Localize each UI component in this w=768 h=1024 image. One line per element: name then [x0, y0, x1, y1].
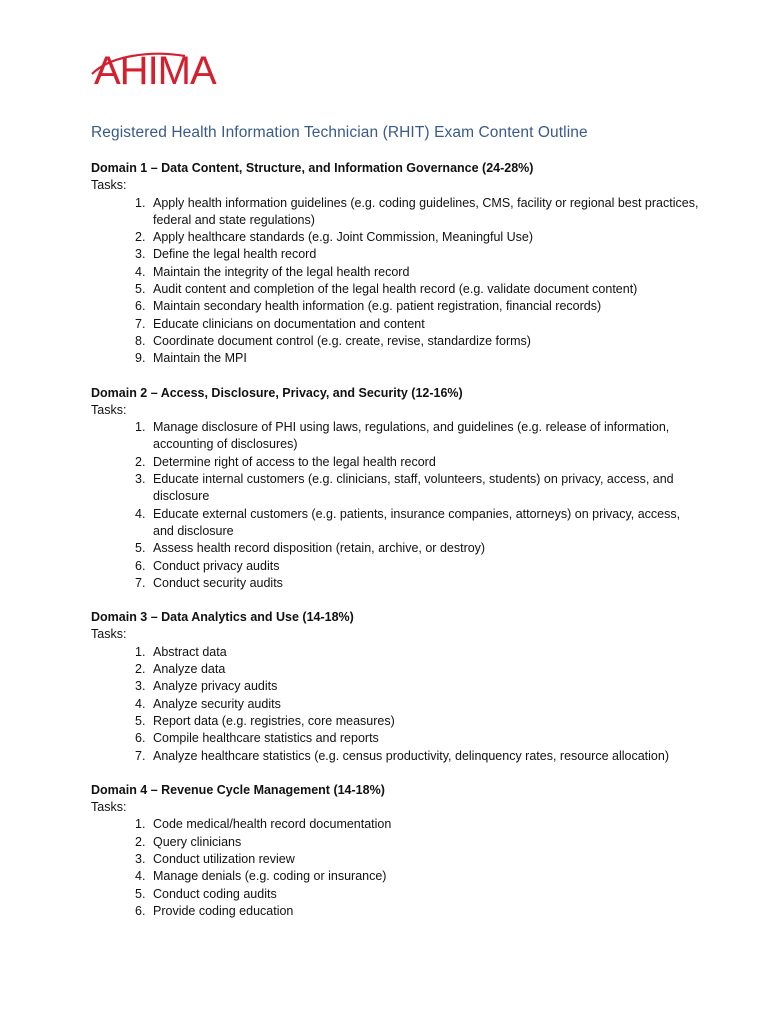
task-item	[91, 454, 711, 471]
tasks-label: Tasks:	[91, 402, 127, 417]
task-number: 1.	[135, 817, 146, 832]
task-number: 2.	[135, 230, 146, 245]
task-text: Maintain secondary health information (e.g. patient registration, financial records)	[153, 299, 602, 314]
domain-heading: Domain 1 – Data Content, Structure, and Information Governance (24-28%)	[91, 161, 534, 175]
task-text: Conduct security audits	[153, 575, 283, 590]
task-number: 8.	[135, 333, 146, 348]
task-number: 6.	[135, 731, 146, 746]
task-number: 5.	[135, 541, 146, 556]
task-item	[91, 713, 711, 730]
task-text: Conduct utilization review	[153, 851, 295, 866]
task-item	[91, 558, 711, 575]
domain-section-3	[91, 609, 711, 765]
task-text: Query clinicians	[153, 834, 242, 849]
task-item	[91, 264, 711, 281]
task-text: Assess health record disposition (retain, archive, or destroy)	[153, 541, 486, 556]
task-text: Conduct coding audits	[153, 886, 277, 901]
task-number: 3.	[135, 679, 146, 694]
task-item	[91, 661, 711, 678]
task-text: Abstract data	[153, 644, 227, 659]
ahima-logo	[90, 44, 260, 94]
task-text: Code medical/health record documentation	[153, 817, 392, 832]
task-item	[91, 281, 711, 298]
task-text: Compile healthcare statistics and reports	[153, 731, 379, 746]
task-number: 1.	[135, 195, 146, 210]
page-title: Registered Health Information Technician (RHIT) Exam Content Outline	[91, 124, 588, 141]
task-text: Analyze security audits	[153, 696, 281, 711]
task-item	[91, 471, 711, 506]
task-number: 1.	[135, 644, 146, 659]
logo-wordmark: AHIMA	[94, 49, 216, 93]
task-number: 4.	[135, 696, 146, 711]
task-item	[91, 506, 711, 541]
task-list	[91, 419, 711, 592]
domain-heading: Domain 4 – Revenue Cycle Management (14-18%)	[91, 782, 385, 797]
task-item	[91, 816, 711, 833]
task-text: Determine right of access to the legal health record	[153, 454, 436, 469]
task-number: 5.	[135, 886, 146, 901]
tasks-label: Tasks:	[91, 800, 127, 815]
tasks-label: Tasks:	[91, 627, 127, 642]
task-list	[91, 195, 711, 368]
task-list	[91, 644, 711, 765]
task-number: 2.	[135, 662, 146, 677]
task-text: Manage denials (e.g. coding or insurance)	[153, 869, 387, 884]
task-text: Manage disclosure of PHI using laws, regulations, and guidelines (e.g. release of information, accounting of disclosures)	[153, 420, 670, 452]
task-item	[91, 229, 711, 246]
task-item	[91, 298, 711, 315]
task-text: Conduct privacy audits	[153, 558, 280, 573]
task-item	[91, 851, 711, 868]
task-text: Educate external customers (e.g. patients, insurance companies, attorneys) on privacy, access, and disclosure	[153, 506, 681, 538]
task-text: Apply health information guidelines (e.g. coding guidelines, CMS, facility or regional best practices, federal and state regulations)	[153, 195, 699, 227]
task-text: Define the legal health record	[153, 247, 317, 262]
task-item	[91, 644, 711, 661]
task-item	[91, 540, 711, 557]
tasks-label: Tasks:	[91, 178, 127, 193]
domain-heading: Domain 3 – Data Analytics and Use (14-18%)	[91, 610, 354, 625]
task-item	[91, 730, 711, 747]
task-number: 6.	[135, 558, 146, 573]
task-text: Provide coding education	[153, 903, 294, 918]
task-number: 4.	[135, 869, 146, 884]
task-text: Coordinate document control (e.g. create, revise, standardize forms)	[153, 333, 531, 348]
task-item	[91, 419, 711, 454]
task-text: Analyze privacy audits	[153, 679, 278, 694]
task-item	[91, 575, 711, 592]
task-item	[91, 868, 711, 885]
task-text: Educate internal customers (e.g. clinicians, staff, volunteers, students) on privacy, access, and disclosure	[153, 472, 674, 504]
task-number: 3.	[135, 247, 146, 262]
task-number: 7.	[135, 316, 146, 331]
task-number: 7.	[135, 575, 146, 590]
task-item	[91, 748, 711, 765]
task-number: 2.	[135, 834, 146, 849]
task-item	[91, 246, 711, 263]
task-text: Maintain the MPI	[153, 351, 247, 366]
task-text: Apply healthcare standards (e.g. Joint Commission, Meaningful Use)	[153, 230, 534, 245]
domain-section-4	[91, 782, 711, 920]
task-number: 6.	[135, 903, 146, 918]
task-number: 2.	[135, 454, 146, 469]
domain-heading: Domain 2 – Access, Disclosure, Privacy, and Security (12-16%)	[91, 385, 463, 400]
task-number: 4.	[135, 506, 146, 521]
task-text: Analyze data	[153, 662, 226, 677]
task-item	[91, 195, 711, 230]
task-item	[91, 333, 711, 350]
task-number: 7.	[135, 748, 146, 763]
task-number: 1.	[135, 420, 146, 435]
domain-section-2	[91, 385, 711, 593]
outline-content	[91, 160, 711, 937]
task-number: 5.	[135, 282, 146, 297]
task-item	[91, 886, 711, 903]
domain-section-1	[91, 160, 711, 368]
task-text: Audit content and completion of the legal health record (e.g. validate document content)	[153, 282, 638, 297]
task-number: 3.	[135, 472, 146, 487]
task-text: Report data (e.g. registries, core measures)	[153, 713, 395, 728]
task-number: 9.	[135, 351, 146, 366]
task-number: 3.	[135, 851, 146, 866]
task-item	[91, 696, 711, 713]
task-item	[91, 316, 711, 333]
task-number: 6.	[135, 299, 146, 314]
task-text: Maintain the integrity of the legal health record	[153, 264, 410, 279]
task-number: 5.	[135, 713, 146, 728]
ahima-logo-mark	[90, 44, 260, 94]
task-item	[91, 678, 711, 695]
task-item	[91, 903, 711, 920]
task-text: Analyze healthcare statistics (e.g. census productivity, delinquency rates, resource allocation)	[153, 748, 669, 763]
task-text: Educate clinicians on documentation and content	[153, 316, 425, 331]
task-item	[91, 834, 711, 851]
task-item	[91, 350, 711, 367]
task-number: 4.	[135, 264, 146, 279]
task-list	[91, 816, 711, 920]
